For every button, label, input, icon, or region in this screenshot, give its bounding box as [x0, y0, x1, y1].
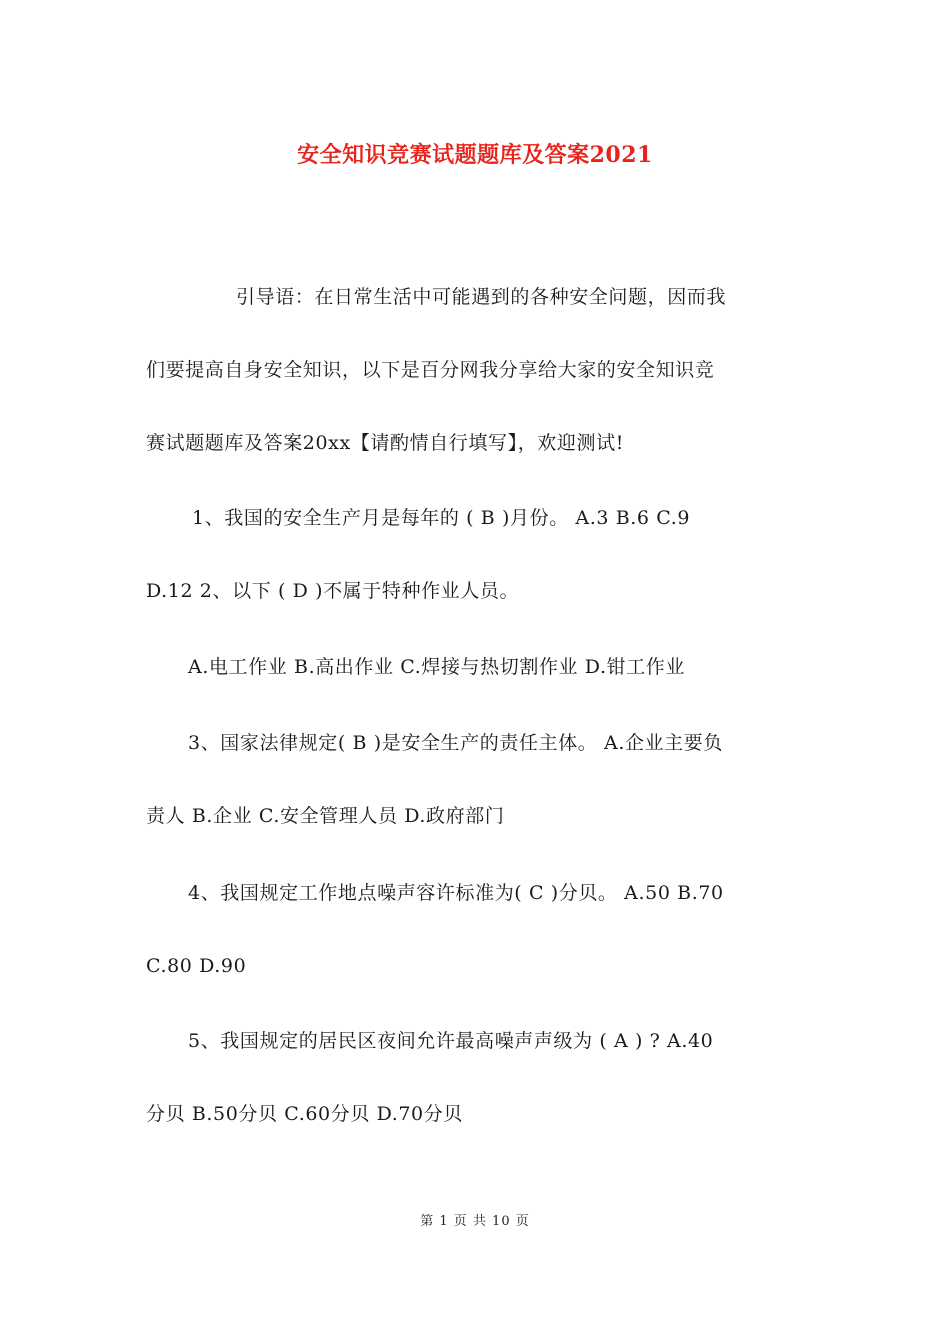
paragraph-line: 引导语：在日常生活中可能遇到的各种安全问题，因而我 [236, 286, 727, 308]
question-line: C.80 D.90 [146, 955, 247, 977]
question-line: 3、国家法律规定( B )是安全生产的责任主体。 A.企业主要负 [188, 732, 723, 754]
question-line: D.12 2、以下 ( D )不属于特种作业人员。 [146, 580, 520, 602]
question-line: 责人 B.企业 C.安全管理人员 D.政府部门 [146, 805, 505, 827]
question-line: 分贝 B.50分贝 C.60分贝 D.70分贝 [146, 1103, 463, 1125]
paragraph-line: 们要提高自身安全知识，以下是百分网我分享给大家的安全知识竞 [146, 359, 715, 381]
page-footer: 第 1 页 共 10 页 [420, 1214, 530, 1229]
question-line: 5、我国规定的居民区夜间允许最高噪声声级为 ( A ) ? A.40 [188, 1030, 714, 1052]
document-title: 安全知识竞赛试题题库及答案2021 [297, 142, 653, 168]
question-line: A.电工作业 B.高出作业 C.焊接与热切割作业 D.钳工作业 [188, 656, 685, 678]
question-line: 1、我国的安全生产月是每年的 ( B )月份。 A.3 B.6 C.9 [192, 507, 691, 529]
question-line: 4、我国规定工作地点噪声容许标准为( C )分贝。 A.50 B.70 [188, 882, 724, 904]
paragraph-line: 赛试题题库及答案20xx【请酌情自行填写】，欢迎测试! [146, 432, 624, 454]
